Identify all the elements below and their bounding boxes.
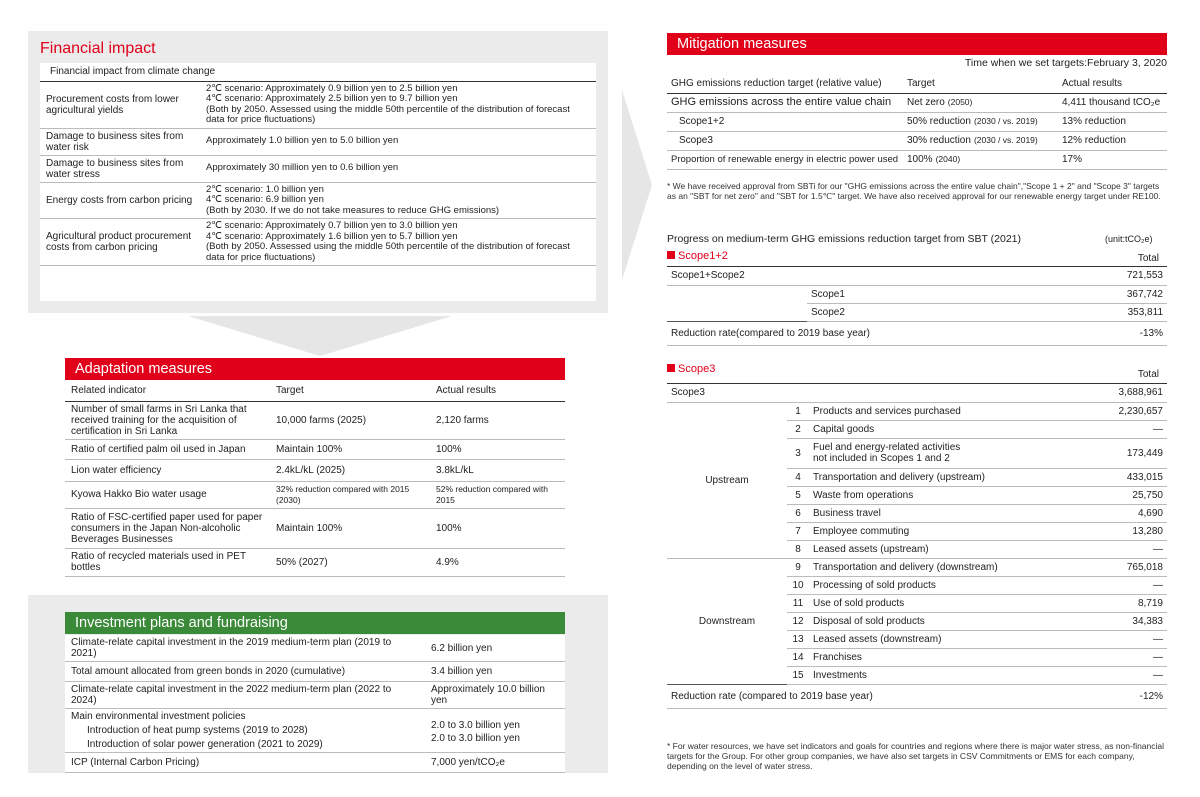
investment-label: Total amount allocated from green bonds in 2020 (cumulative) <box>65 662 425 682</box>
scope3-category: Franchises <box>809 648 1077 666</box>
square-icon <box>667 364 675 372</box>
scope3-upstream: Upstream <box>667 402 787 558</box>
scope12-value: 353,811 <box>1077 303 1167 321</box>
adaptation-target: 50% (2027) <box>270 548 430 576</box>
adaptation-col-results: Actual results <box>430 381 565 401</box>
scope3-category-number: 5 <box>787 486 809 504</box>
mitigation-target <box>903 112 1058 131</box>
investment-sub-item: Introduction of heat pump systems (2019 to 2028) <box>87 725 308 736</box>
adaptation-result: 3.8kL/kL <box>430 459 565 481</box>
investment-row <box>65 682 565 709</box>
scope3-category-number: 10 <box>787 576 809 594</box>
scope3-reduction-row <box>667 684 1167 708</box>
adaptation-row <box>65 439 565 459</box>
scope3-value: 433,015 <box>1077 468 1167 486</box>
scope3-value: — <box>1077 648 1167 666</box>
financial-label: Energy costs from carbon pricing <box>40 182 200 219</box>
financial-row <box>40 219 596 266</box>
adaptation-indicator: Kyowa Hakko Bio water usage <box>65 481 270 508</box>
financial-row <box>40 182 596 219</box>
scope3-label <box>667 363 715 375</box>
mitigation-result: 4,411 thousand tCO₂e <box>1058 93 1167 112</box>
scope12-spacer <box>667 285 807 303</box>
mitigation-row <box>667 150 1167 169</box>
scope12-name: Scope2 <box>807 303 1077 321</box>
financial-panel <box>40 63 596 301</box>
mitigation-table <box>667 74 1167 170</box>
scope3-value: 765,018 <box>1077 558 1167 576</box>
mitigation-result: 17% <box>1058 150 1167 169</box>
progress-unit: (unit:tCO₂e) <box>1105 234 1153 244</box>
scope3-category: Leased assets (downstream) <box>809 630 1077 648</box>
mitigation-col-results: Actual results <box>1058 74 1167 93</box>
mitigation-target-value: 50% reduction <box>907 116 971 127</box>
scope3-total-row <box>667 384 1167 402</box>
adaptation-result: 2,120 farms <box>430 401 565 439</box>
investment-value: 6.2 billion yen <box>425 635 565 662</box>
mitigation-target-year: (2030 / vs. 2019) <box>973 116 1038 126</box>
mitigation-target-value: 100% <box>907 154 933 165</box>
scope3-category-number: 14 <box>787 648 809 666</box>
mitigation-target-type: Proportion of renewable energy in electric power used <box>667 150 903 169</box>
mitigation-time: Time when we set targets:February 3, 2020 <box>964 57 1167 69</box>
mitigation-target-year: (2040) <box>935 154 961 164</box>
scope3-table <box>667 384 1167 709</box>
scope3-category-number: 12 <box>787 612 809 630</box>
investment-row <box>65 753 565 773</box>
scope12-table <box>667 267 1167 346</box>
financial-value: 2℃ scenario: Approximately 0.9 billion yen to 2.5 billion yen 4℃ scenario: Approximately 2.5 billion yen to 9.7 billion yen (Both by 2050. Assessed using the middle 50th percentile of the distribution of forecast data for price fluctuations) <box>200 81 596 128</box>
scope3-reduction: -12% <box>1077 684 1167 708</box>
adaptation-result: 100% <box>430 508 565 548</box>
adaptation-col-target: Target <box>270 381 430 401</box>
scope3-panel <box>667 383 1167 709</box>
mitigation-target-type: Scope1+2 <box>667 112 903 131</box>
investment-label: Climate-relate capital investment in the 2019 medium-term plan (2019 to 2021) <box>65 635 425 662</box>
investment-table <box>65 635 565 773</box>
mitigation-row <box>667 131 1167 150</box>
adaptation-target: 10,000 farms (2025) <box>270 401 430 439</box>
scope3-value: 4,690 <box>1077 504 1167 522</box>
scope3-value: 34,383 <box>1077 612 1167 630</box>
scope12-panel <box>667 266 1167 346</box>
adaptation-panel <box>65 381 565 577</box>
mitigation-target-type: GHG emissions across the entire value chain <box>667 93 903 112</box>
adaptation-row <box>65 481 565 508</box>
investment-value: Approximately 10.0 billion yen <box>425 682 565 709</box>
mitigation-target-value: 30% reduction <box>907 135 971 146</box>
scope12-spacer <box>667 303 807 321</box>
mitigation-row <box>667 112 1167 131</box>
adaptation-row <box>65 508 565 548</box>
adaptation-table <box>65 381 565 577</box>
financial-label: Damage to business sites from water stress <box>40 155 200 182</box>
square-icon <box>667 251 675 259</box>
financial-value: Approximately 30 million yen to 0.6 billion yen <box>200 155 596 182</box>
scope3-value: — <box>1077 666 1167 684</box>
financial-label: Procurement costs from lower agricultural yields <box>40 81 200 128</box>
scope3-category-number: 13 <box>787 630 809 648</box>
scope12-value: 367,742 <box>1077 285 1167 303</box>
scope3-downstream: Downstream <box>698 615 756 627</box>
adaptation-title: Adaptation measures <box>65 358 565 380</box>
investment-label <box>65 709 425 753</box>
financial-table <box>40 63 596 266</box>
adaptation-indicator: Ratio of recycled materials used in PET bottles <box>65 548 270 576</box>
right-arrow <box>622 90 652 280</box>
adaptation-col-indicator: Related indicator <box>65 381 270 401</box>
scope3-category-number: 15 <box>787 666 809 684</box>
mitigation-col-target-type: GHG emissions reduction target (relative value) <box>667 74 903 93</box>
adaptation-target: Maintain 100% <box>270 439 430 459</box>
scope3-name: Scope3 <box>667 384 1077 402</box>
scope12-label <box>667 250 728 262</box>
investment-title: Investment plans and fundraising <box>65 612 565 634</box>
mitigation-target-year: (2030 / vs. 2019) <box>973 135 1038 145</box>
adaptation-target: 32% reduction compared with 2015 (2030) <box>270 481 430 508</box>
scope3-category-number: 11 <box>787 594 809 612</box>
mitigation-result: 12% reduction <box>1058 131 1167 150</box>
financial-value: 2℃ scenario: Approximately 0.7 billion yen to 3.0 billion yen 4℃ scenario: Approximately 1.6 billion yen to 5.7 billion yen (Both by 2050. Assessed using the middle 50th percentile of the distribution of forecast data for price fluctuations) <box>200 219 596 266</box>
financial-label: Agricultural product procurement costs from carbon pricing <box>40 219 200 266</box>
scope3-value: 25,750 <box>1077 486 1167 504</box>
scope12-total-label: Total <box>1137 253 1159 264</box>
adaptation-indicator: Ratio of FSC-certified paper used for paper consumers in the Japan Non-alcoholic Beverages Businesses <box>65 508 270 548</box>
scope3-category: Business travel <box>809 504 1077 522</box>
investment-value: 7,000 yen/tCO₂e <box>425 753 565 773</box>
scope3-category: Transportation and delivery (upstream) <box>809 468 1077 486</box>
scope12-name: Scope1+Scope2 <box>667 267 1077 285</box>
scope3-reduction-label: Reduction rate (compared to 2019 base year) <box>667 684 1077 708</box>
scope3-value: 13,280 <box>1077 522 1167 540</box>
investment-row <box>65 662 565 682</box>
scope12-reduction: -13% <box>1077 321 1167 345</box>
adaptation-row <box>65 459 565 481</box>
scope3-category-number: 9 <box>787 558 809 576</box>
scope3-category: Employee commuting <box>809 522 1077 540</box>
scope12-row <box>667 303 1167 321</box>
mitigation-col-target: Target <box>903 74 1058 93</box>
scope3-value: 173,449 <box>1077 438 1167 468</box>
financial-value: Approximately 1.0 billion yen to 5.0 billion yen <box>200 128 596 155</box>
scope3-label-text: Scope3 <box>678 363 716 375</box>
investment-row <box>65 709 565 753</box>
investment-value <box>425 709 565 753</box>
down-arrow <box>188 316 452 356</box>
mitigation-target-type: Scope3 <box>667 131 903 150</box>
adaptation-target: Maintain 100% <box>270 508 430 548</box>
scope3-category: Products and services purchased <box>809 402 1077 420</box>
adaptation-row <box>65 401 565 439</box>
adaptation-indicator: Ratio of certified palm oil used in Japan <box>65 439 270 459</box>
scope3-category-number: 8 <box>787 540 809 558</box>
mitigation-panel <box>667 74 1167 170</box>
mitigation-target <box>903 150 1058 169</box>
adaptation-indicator: Number of small farms in Sri Lanka that received training for the acquisition of certification in Sri Lanka <box>65 401 270 439</box>
scope12-row <box>667 267 1167 285</box>
scope3-category: Fuel and energy-related activities not included in Scopes 1 and 2 <box>809 438 1077 468</box>
scope3-category: Capital goods <box>809 420 1077 438</box>
investment-row <box>65 635 565 662</box>
scope3-category: Processing of sold products <box>809 576 1077 594</box>
mitigation-row <box>667 93 1167 112</box>
scope3-value: — <box>1077 630 1167 648</box>
adaptation-row <box>65 548 565 576</box>
scope3-value: 8,719 <box>1077 594 1167 612</box>
adaptation-indicator: Lion water efficiency <box>65 459 270 481</box>
scope3-category-number: 6 <box>787 504 809 522</box>
scope3-category: Leased assets (upstream) <box>809 540 1077 558</box>
financial-value: 2℃ scenario: 1.0 billion yen 4℃ scenario: 6.9 billion yen (Both by 2030. If we do not take measures to reduce GHG emissions) <box>200 182 596 219</box>
scope12-row <box>667 285 1167 303</box>
scope3-row <box>667 558 1167 576</box>
mitigation-title: Mitigation measures <box>667 33 1167 55</box>
scope12-name: Scope1 <box>807 285 1077 303</box>
financial-row <box>40 81 596 128</box>
financial-row <box>40 128 596 155</box>
financial-label: Damage to business sites from water risk <box>40 128 200 155</box>
adaptation-target: 2.4kL/kL (2025) <box>270 459 430 481</box>
scope3-total-label: Total <box>1137 369 1159 380</box>
scope3-category-number: 7 <box>787 522 809 540</box>
scope3-category-number: 1 <box>787 402 809 420</box>
investment-sub-item: Introduction of solar power generation (2021 to 2029) <box>87 739 323 750</box>
adaptation-result: 100% <box>430 439 565 459</box>
scope3-category: Transportation and delivery (downstream) <box>809 558 1077 576</box>
financial-title: Financial impact <box>40 40 156 57</box>
scope12-reduction-row <box>667 321 1167 345</box>
investment-label-main: Main environmental investment policies <box>71 711 246 722</box>
financial-header: Financial impact from climate change <box>40 63 596 81</box>
scope3-category-number: 4 <box>787 468 809 486</box>
scope3-category: Investments <box>809 666 1077 684</box>
scope12-reduction-label: Reduction rate(compared to 2019 base year) <box>667 321 1077 345</box>
scope3-value: — <box>1077 540 1167 558</box>
investment-label: ICP (Internal Carbon Pricing) <box>65 753 425 773</box>
scope12-value: 721,553 <box>1077 267 1167 285</box>
progress-title: Progress on medium-term GHG emissions reduction target from SBT (2021) <box>667 233 1022 245</box>
scope3-total: 3,688,961 <box>1077 384 1167 402</box>
mitigation-target-year: (2050) <box>947 97 973 107</box>
investment-sub-value: 2.0 to 3.0 billion yen <box>431 719 520 731</box>
investment-value: 3.4 billion yen <box>425 662 565 682</box>
scope3-value: — <box>1077 420 1167 438</box>
adaptation-result: 4.9% <box>430 548 565 576</box>
mitigation-note: * We have received approval from SBTi for our "GHG emissions across the entire value chain","Scope 1 + 2" and "Scope 3" targets as an "SBT for net zero" and "SBT for 1.5℃" target. We have also received approval for our renewable energy target under RE100. <box>667 181 1161 201</box>
financial-row <box>40 155 596 182</box>
investment-label: Climate-relate capital investment in the 2022 medium-term plan (2022 to 2024) <box>65 682 425 709</box>
scope3-category-number: 3 <box>787 438 809 468</box>
scope3-category: Waste from operations <box>809 486 1077 504</box>
mitigation-target <box>903 131 1058 150</box>
scope3-row <box>667 402 1167 420</box>
investment-sub-value: 2.0 to 3.0 billion yen <box>431 732 520 744</box>
scope3-category: Disposal of sold products <box>809 612 1077 630</box>
mitigation-target <box>903 93 1058 112</box>
mitigation-result: 13% reduction <box>1058 112 1167 131</box>
scope3-category-number: 2 <box>787 420 809 438</box>
footnote: * For water resources, we have set indicators and goals for countries and regions where there is major water stress, as non-financial targets for the Group. For other group companies, we have also set targets in CSV Commitments or EMS for each company, depending on the level of water stress. <box>667 741 1165 771</box>
scope3-value: 2,230,657 <box>1077 402 1167 420</box>
investment-panel <box>65 635 565 773</box>
scope3-value: — <box>1077 576 1167 594</box>
adaptation-result: 52% reduction compared with 2015 <box>430 481 565 508</box>
scope12-label-text: Scope1+2 <box>678 250 728 262</box>
scope3-category: Use of sold products <box>809 594 1077 612</box>
mitigation-target-value: Net zero <box>907 97 945 108</box>
